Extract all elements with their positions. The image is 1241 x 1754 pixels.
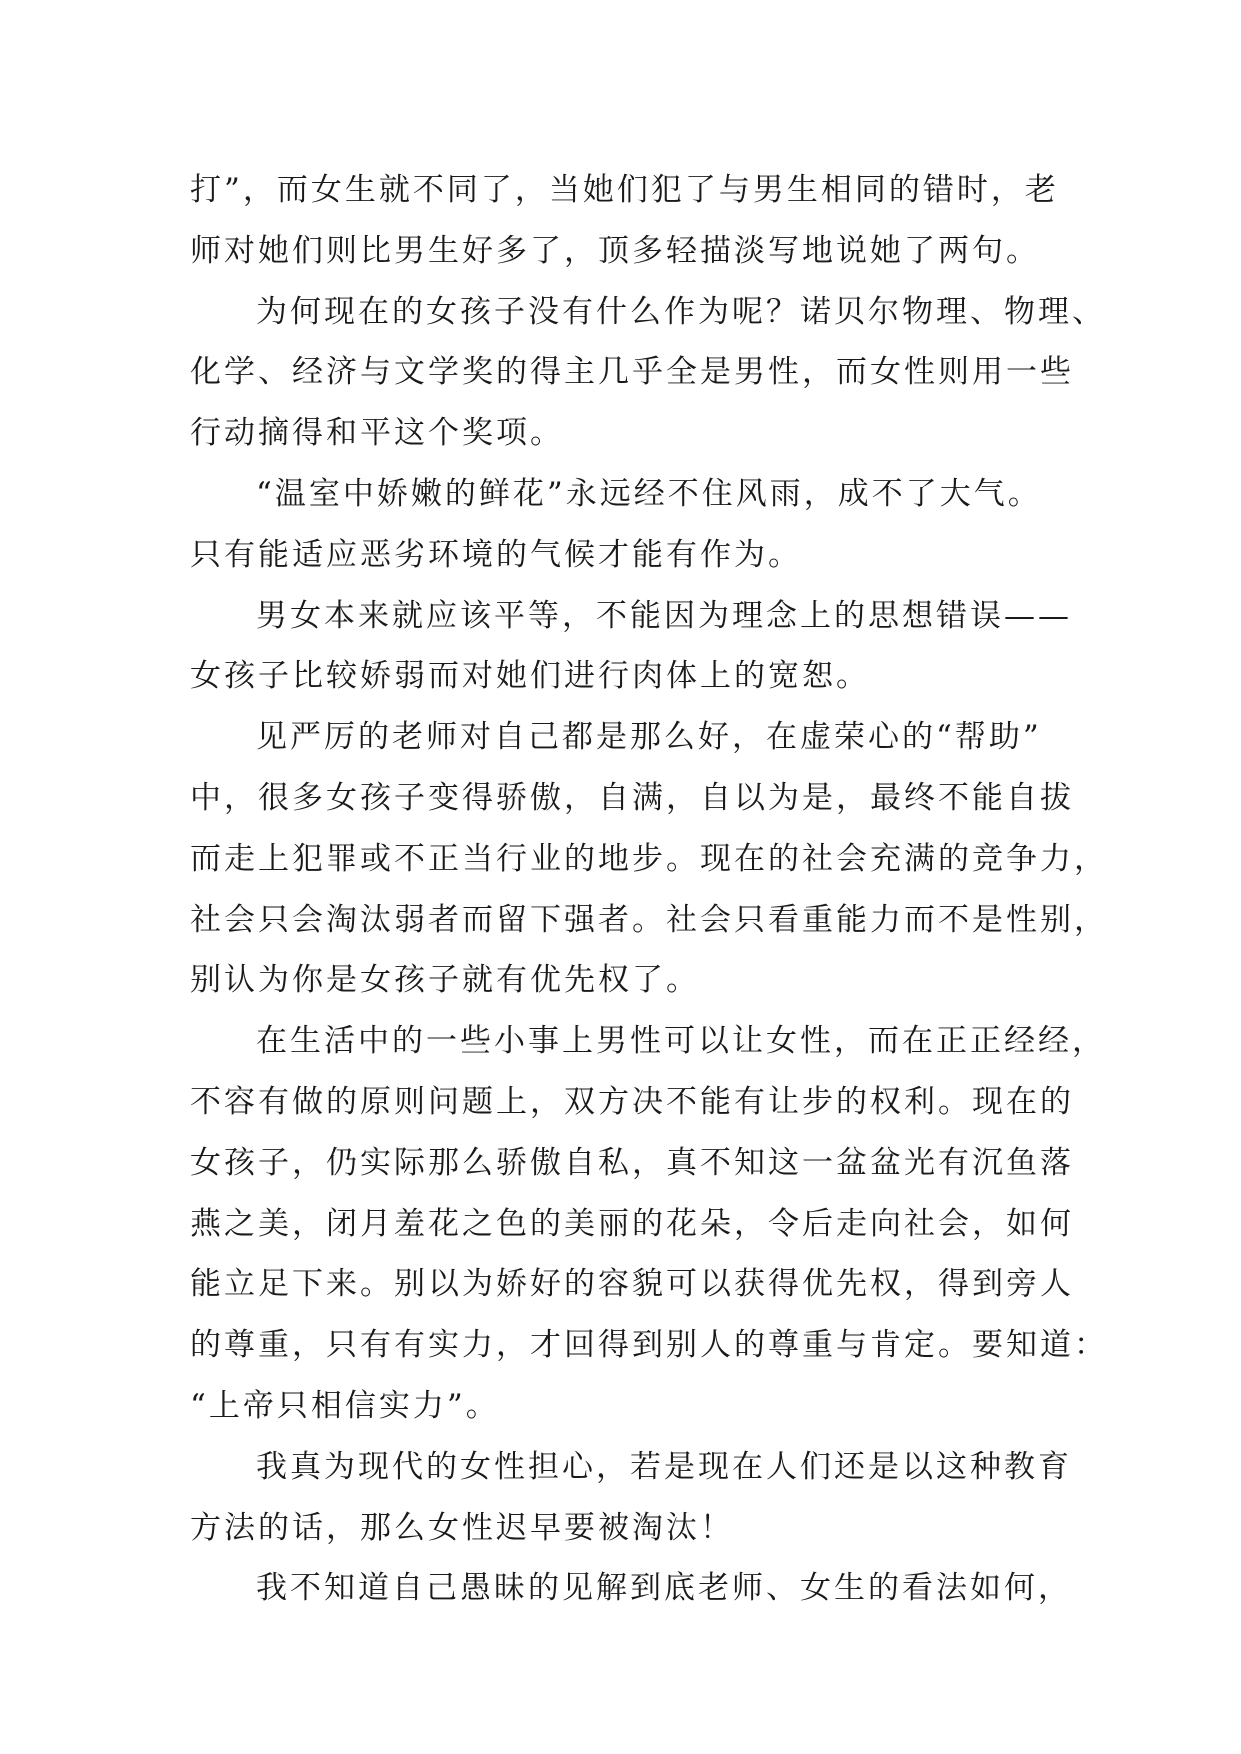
text-line: 打”，而女生就不同了，当她们犯了与男生相同的错时，老: [190, 172, 1059, 208]
text-line: 女孩子比较娇弱而对她们进行肉体上的宽恕。: [190, 658, 870, 695]
text-line: 只有能适应恶劣环境的气候才能有作为。: [190, 536, 802, 573]
text-line: 中，很多女孩子变得骄傲，自满，自以为是，最终不能自拔: [190, 779, 1074, 816]
text-line: 方法的话，那么女性迟早要被淘汰！: [190, 1509, 734, 1546]
paragraph-first-line: 男女本来就应该平等，不能因为理念上的思想错误——: [256, 597, 1072, 634]
text-line: 别认为你是女孩子就有优先权了。: [190, 962, 700, 999]
paragraph-first-line: 为何现在的女孩子没有什么作为呢？诺贝尔物理、物理、: [256, 293, 1106, 330]
text-line: 社会只会淘汰弱者而留下强者。社会只看重能力而不是性别，: [190, 901, 1108, 938]
paragraph-first-line: 在生活中的一些小事上男性可以让女性，而在正正经经，: [256, 1023, 1106, 1060]
text-line: 师对她们则比男生好多了，顶多轻描淡写地说她了两句。: [190, 232, 1040, 269]
text-line: 女孩子，仍实际那么骄傲自私，真不知这一盆盆光有沉鱼落: [190, 1144, 1074, 1181]
text-line: 的尊重，只有有实力，才回得到别人的尊重与肯定。要知道：: [190, 1327, 1108, 1364]
text-line: 能立足下来。别以为娇好的容貌可以获得优先权，得到旁人: [190, 1266, 1074, 1303]
paragraph-first-line: 我真为现代的女性担心，若是现在人们还是以这种教育: [256, 1448, 1072, 1485]
essay-body: [190, 160, 1108, 1619]
paragraph-first-line: “温室中娇嫩的鲜花”永远经不住风雨，成不了大气。: [256, 475, 1042, 512]
text-line: “上帝只相信实力”。: [190, 1387, 500, 1424]
paragraph-first-line: 见严厉的老师对自己都是那么好，在虚荣心的“帮助”: [256, 719, 1042, 756]
text-line: 行动摘得和平这个奖项。: [190, 415, 564, 452]
text-line: 不容有做的原则问题上，双方决不能有让步的权利。现在的: [190, 1083, 1074, 1120]
text-line: 燕之美，闭月羞花之色的美丽的花朵，令后走向社会，如何: [190, 1205, 1074, 1242]
text-line: 而走上犯罪或不正当行业的地步。现在的社会充满的竞争力，: [190, 840, 1108, 877]
paragraph-first-line: 我不知道自己愚昧的见解到底老师、女生的看法如何，: [256, 1570, 1072, 1607]
text-line: 化学、经济与文学奖的得主几乎全是男性，而女性则用一些: [190, 354, 1074, 391]
